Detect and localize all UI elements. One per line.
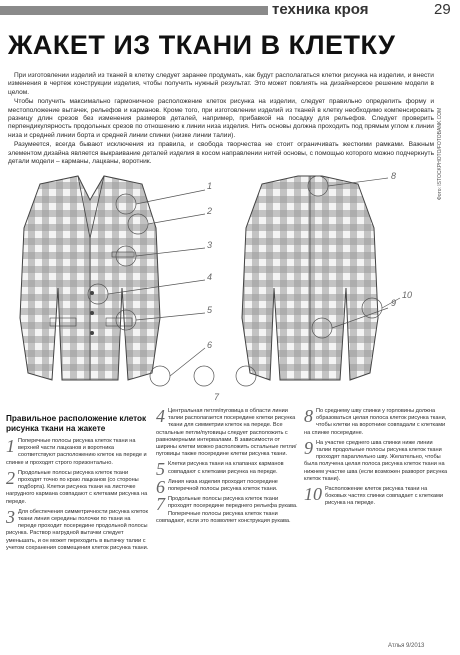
list-item <box>156 476 300 497</box>
item-number: 6 <box>156 476 165 497</box>
item-number: 7 <box>156 494 165 515</box>
item-number: 8 <box>304 406 313 426</box>
item-text: Продольные полосы рисунка клеток ткани проходят посередине переднего рельефа рукава. Поперечные полосы рисунка клеток ткани совпадают, если это позволяет конструкция рукава. <box>156 496 298 524</box>
section-title: техника кроя <box>272 1 369 18</box>
jacket-illustrations <box>0 168 460 408</box>
item-number: 4 <box>156 406 165 426</box>
item-text: Центральная петля/пуговица в области линии талии располагается посередине клетки рисунка ткани для симметрии клеток на переде. Все остальные петли/пуговицы следует расположить с равномерными интервалами. В зависимости от ширины клетки можно расположить остальные петли/пуговицы также посередине клетки рисунка ткани. <box>156 408 297 458</box>
callout-number: 2 <box>207 206 213 216</box>
callout-number: 4 <box>207 272 213 282</box>
intro-text <box>8 72 434 167</box>
item-number: 3 <box>6 506 15 527</box>
jacket-front <box>20 176 160 380</box>
section-heading: Правильное расположение клеток рисунка ткани на жакете <box>6 414 147 433</box>
callout-number: 10 <box>402 290 413 300</box>
instruction-columns <box>6 408 454 640</box>
jacket-diagram <box>0 168 460 408</box>
item-text: По среднему шву спинки у горловины должна образоваться целая полоса клеток рисунка ткани, чтобы клетки на воротнике совпадали с клетками на спинке посередине. <box>304 408 447 436</box>
item-text: Расположение клеток рисунка ткани на боковых частях спинки совпадает с клетками рисунка на переде. <box>325 486 443 507</box>
callout-number: 5 <box>207 305 213 315</box>
list-item <box>304 437 448 483</box>
item-number: 5 <box>156 459 165 480</box>
column-3 <box>304 408 448 511</box>
callout-number: 9 <box>391 298 397 308</box>
page-header <box>0 0 460 22</box>
list-item <box>6 438 150 467</box>
page-number: 29 <box>434 1 451 18</box>
list-item <box>304 408 448 437</box>
intro-paragraph: Чтобы получить максимально гармоничное расположение клеток рисунка на изделии, следует правильно определить форму и местоположение вытачек, рельефов и карманов. Кроме того, при изготовлении изделий из тканей в клетку необходимо компенсировать разницу длин срезов без изменения размеров деталей, например, прибавкой на посадку для рельефов. Следует проверить перпендикулярность продольных срезов по отношению к линии низа изделия. Нить основы должна проходить под прямым углом к линии низа и средней линии борта и средней линии спинки (низке линии талии). <box>8 98 434 139</box>
photo-credit: Фото: ISTOCKPHOTO/FOTOBANK.COM <box>437 107 443 200</box>
column-2 <box>156 408 300 528</box>
item-number: 1 <box>6 436 15 456</box>
list-item <box>6 506 150 552</box>
item-text: Продольные полосы рисунка клеток ткани проходят точно по краю лацканов (со стороны подборта). Клетки рисунка ткани на листочке нагрудного кармана совпадают с клетками рисунка на переде. <box>6 469 148 505</box>
callout-number: 8 <box>391 171 397 181</box>
list-item <box>304 486 448 508</box>
item-number: 10 <box>304 484 322 505</box>
list-item <box>156 496 300 525</box>
item-text: Линия низа изделия проходит посередине поперечной полосы рисунка клеток ткани. <box>168 478 278 493</box>
item-number: 9 <box>304 437 313 458</box>
callout-number: 7 <box>214 392 220 402</box>
item-text: Поперечные полосы рисунка клеток ткани на верхней части лацканов и воротника соответствуют расположению клеток на переде и спинке и проходят строго горизонтально. <box>6 438 147 466</box>
list-item <box>156 459 300 480</box>
list-item <box>156 408 300 458</box>
callout-number: 1 <box>207 181 213 191</box>
header-bar <box>0 6 268 15</box>
article-title: ЖАКЕТ ИЗ ТКАНИ В КЛЕТКУ <box>8 30 396 60</box>
item-text: На участке среднего шва спинки ниже линии талии продольные полосы рисунка клеток ткани проходят параллельно шву. Желательно, чтобы была получена целая полоса рисунка клеток ткани на нижнем участке шва (если возможен разворот рисунка клеток ткани). <box>304 439 448 482</box>
column-1 <box>6 408 150 555</box>
item-number: 2 <box>6 467 15 488</box>
jacket-back <box>242 176 378 380</box>
item-text: Клетки рисунка ткани на клапанах карманов совпадают с клетками рисунка на переде. <box>168 461 284 475</box>
intro-paragraph: Разумеется, всегда бывают исключения из правила, и свобода творчества не стоит ограничивать жесткими рамками. Важным элементом дизайна является выкраивание деталей изделия в косом направлении нитей основы, с помощью которого можно подчеркнуть детали модели – карманы, лацканы, воротник. <box>8 141 434 166</box>
page-footer: Атлья 9/2013 <box>388 643 425 649</box>
item-text: Для обеспечения симметричности рисунка клеток ткани линия середины полочки по ткани на переде проходит посередине продольной полосы рисунка. Раствор нагрудной вытачки следует уменьшать, и он может переходить в вытачку талии с учетом сохранения совмещения клеток рисунка ткани. <box>6 508 149 551</box>
callout-number: 6 <box>207 340 213 350</box>
intro-paragraph: При изготовлении изделий из тканей в клетку следует заранее продумать, как будут располагаться клетки рисунка на изделии, и внести изменения в чертеж конструкции изделия, чтобы получить нужный результат. Это может повлиять на дизайнерское решение модели в целом. <box>8 72 434 96</box>
list-item <box>6 467 150 506</box>
callout-number: 3 <box>207 240 213 250</box>
